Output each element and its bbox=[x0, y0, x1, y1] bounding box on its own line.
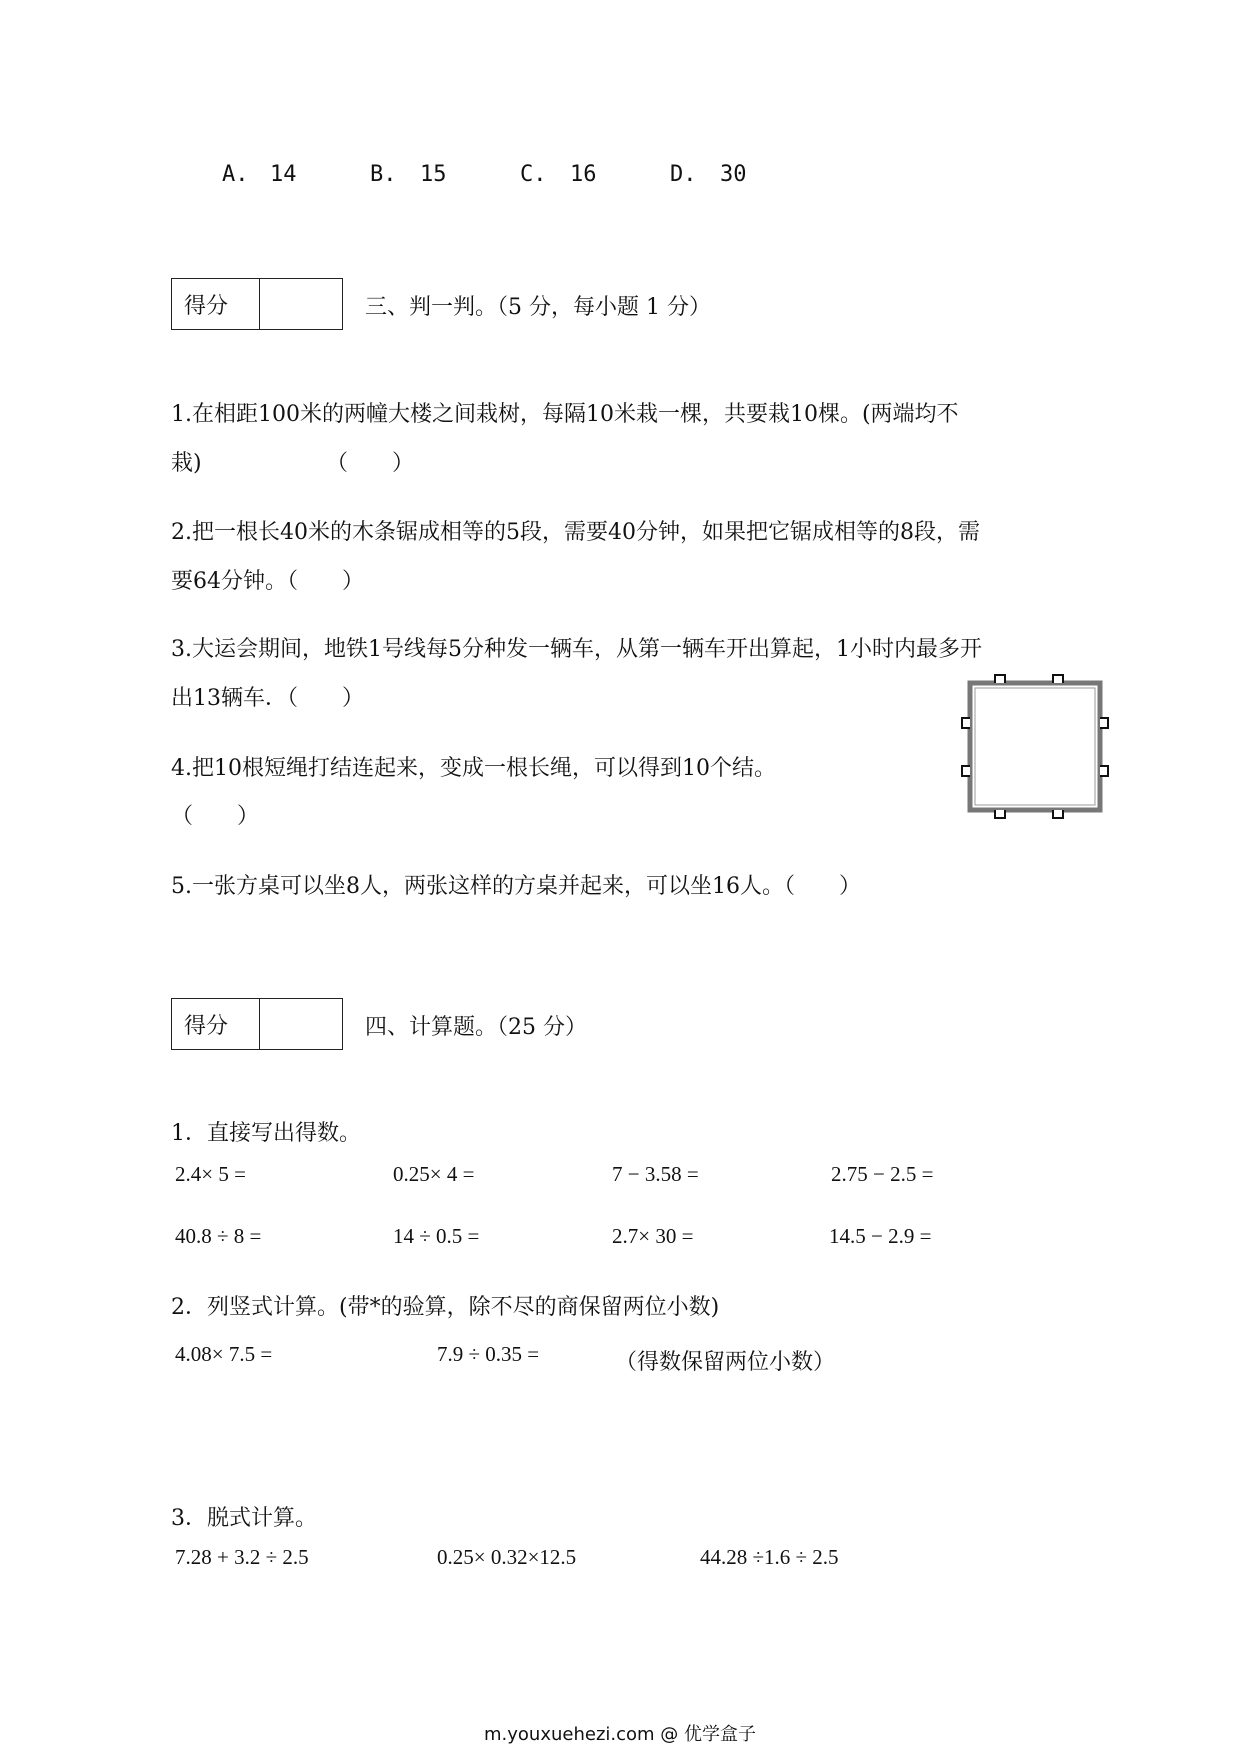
part3-title: 3．脱式计算。 bbox=[171, 1506, 317, 1531]
q1-line1: 1.在相距100米的两幢大楼之间栽树，每隔10米栽一棵，共要栽10棵。(两端均不 bbox=[171, 402, 959, 427]
calc-r2c3: 2.7× 30 = bbox=[612, 1224, 694, 1248]
calc-r1c3: 7 − 3.58 = bbox=[612, 1162, 699, 1186]
q3-line1: 3.大运会期间，地铁1号线每5分种发一辆车，从第一辆车开出算起，1小时内最多开 bbox=[171, 637, 982, 662]
score-box-section4 bbox=[171, 998, 343, 1050]
q4-line2: （ ） bbox=[171, 804, 260, 829]
score-blank[interactable] bbox=[260, 279, 342, 329]
square-table-diagram bbox=[955, 668, 1115, 820]
step-calc-2: 0.25× 0.32×12.5 bbox=[437, 1545, 577, 1569]
score-blank[interactable] bbox=[260, 999, 342, 1049]
q1-answer-paren[interactable]: （ ） bbox=[326, 451, 415, 476]
calc-r2c1: 40.8 ÷ 8 = bbox=[175, 1224, 262, 1248]
step-calc-1: 7.28 + 3.2 ÷ 2.5 bbox=[175, 1545, 309, 1569]
score-label: 得分 bbox=[172, 279, 260, 329]
calc-r1c1: 2.4× 5 = bbox=[175, 1162, 246, 1186]
part1-title: 1．直接写出得数。 bbox=[171, 1121, 361, 1146]
q3-line2: 出13辆车．（ ） bbox=[171, 686, 364, 711]
part2-title: 2．列竖式计算。(带*的验算，除不尽的商保留两位小数) bbox=[171, 1295, 720, 1320]
q2-line2: 要64分钟。（ ） bbox=[171, 569, 364, 594]
option-a-value: 14 bbox=[270, 162, 297, 187]
calc-r1c2: 0.25× 4 = bbox=[393, 1162, 475, 1186]
calc-r2c2: 14 ÷ 0.5 = bbox=[393, 1224, 480, 1248]
option-b-value: 15 bbox=[420, 162, 447, 187]
option-c-letter: C. bbox=[520, 162, 547, 187]
vertical-calc-1: 4.08× 7.5 = bbox=[175, 1342, 273, 1366]
option-d-value: 30 bbox=[720, 162, 747, 187]
footer-watermark: m.youxuehezi.com @ 优学盒子 bbox=[484, 1724, 757, 1745]
vertical-calc-2: 7.9 ÷ 0.35 = bbox=[437, 1342, 540, 1366]
score-box-section3 bbox=[171, 278, 343, 330]
option-b-letter: B. bbox=[370, 162, 397, 187]
section3-title: 三、判一判。（5 分，每小题 1 分） bbox=[365, 295, 711, 320]
calc-r2c4: 14.5 − 2.9 = bbox=[829, 1224, 932, 1248]
step-calc-3: 44.28 ÷1.6 ÷ 2.5 bbox=[700, 1545, 839, 1569]
score-label: 得分 bbox=[172, 999, 260, 1049]
q4-line1: 4.把10根短绳打结连起来，变成一根长绳，可以得到10个结。 bbox=[171, 756, 776, 781]
q2-line1: 2.把一根长40米的木条锯成相等的5段，需要40分钟，如果把它锯成相等的8段，需 bbox=[171, 520, 980, 545]
calc-r1c4: 2.75 − 2.5 = bbox=[831, 1162, 934, 1186]
option-d-letter: D. bbox=[670, 162, 697, 187]
vertical-calc-note: （得数保留两位小数） bbox=[615, 1350, 836, 1375]
section4-title: 四、计算题。（25 分） bbox=[365, 1015, 587, 1040]
option-c-value: 16 bbox=[570, 162, 597, 187]
option-a-letter: A. bbox=[222, 162, 249, 187]
q5-line1: 5.一张方桌可以坐8人，两张这样的方桌并起来，可以坐16人。（ ） bbox=[171, 874, 861, 899]
q1-line2: 栽) bbox=[171, 451, 202, 476]
